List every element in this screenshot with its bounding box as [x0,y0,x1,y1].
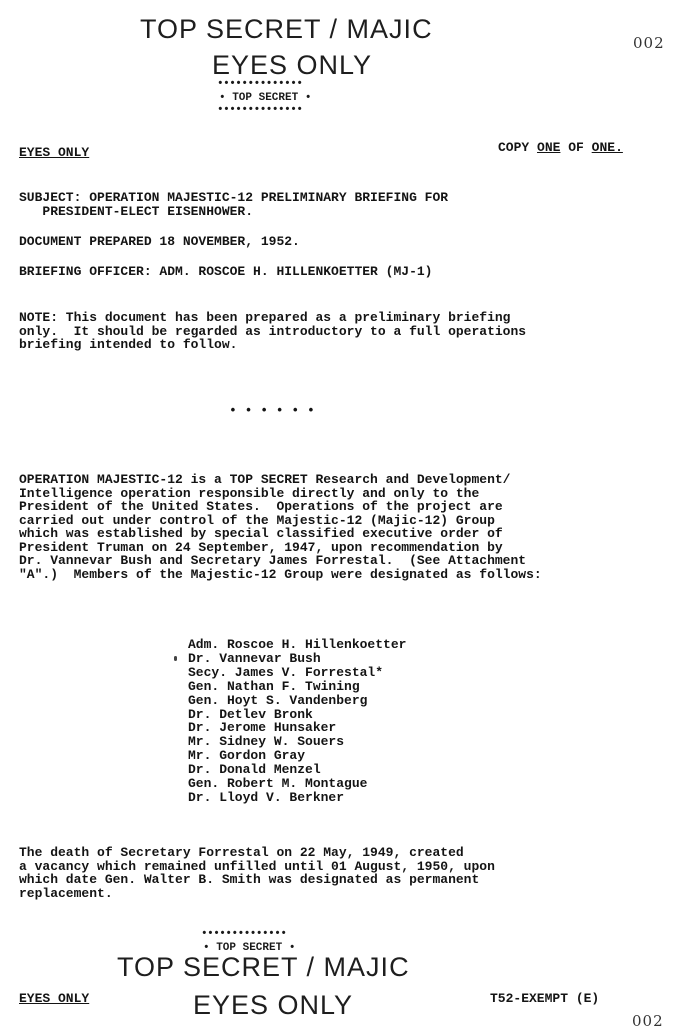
member-item: Mr. Gordon Gray [188,748,306,764]
death-note-line: The death of Secretary Forrestal on 22 May, 1949, created [19,845,464,860]
body-line: President of the United States. Operations of the project are [19,499,503,514]
header-stamp-majic: TOP SECRET / MAJIC [140,14,433,44]
eyes-only-label: EYES ONLY [19,145,90,160]
member-item: Dr. Jerome Hunsaker [188,720,337,736]
document-prepared: DOCUMENT PREPARED 18 NOVEMBER, 1952. [19,234,300,249]
member-item: Dr. Donald Menzel [188,762,321,778]
page-number-bottom: 002 [632,1012,664,1030]
footer-exempt: T52-EXEMPT (E) [490,991,600,1006]
body-line: which was established by special classified executive order of [19,526,503,541]
member-item: Secy. James V. Forrestal* [188,664,384,680]
member-item: Dr. Lloyd V. Berkner [188,789,345,805]
death-note-line: a vacancy which remained unfilled until 01 August, 1950, upon [19,858,495,874]
body-line: carried out under control of the Majestic-12 (Majic-12) Group [19,512,495,528]
subject-line-1: SUBJECT: OPERATION MAJESTIC-12 PRELIMINARY BRIEFING FOR [19,190,449,205]
note-line: NOTE: This document has been prepared as a preliminary briefing [19,310,511,325]
body-line: "A".) Members of the Majestic-12 Group were designated as follows: [19,566,542,582]
header-stars-top: •••••••••••••• [217,78,303,90]
footer-stars-top: •••••••••••••• [201,928,287,940]
header-stars-bottom: •••••••••••••• [217,104,303,116]
copy-one: ONE [537,140,561,155]
copy-prefix: COPY [498,140,530,155]
death-note-line: which date Gen. Walter B. Smith was designated as permanent [19,872,480,887]
member-item: Dr. Vannevar Bush [188,650,321,666]
body-line: Dr. Vannevar Bush and Secretary James Forrestal. (See Attachment [19,553,527,568]
body-line: OPERATION MAJESTIC-12 is a TOP SECRET Research and Development/ [19,472,511,487]
member-item: Dr. Detlev Bronk [188,706,313,722]
member-list [188,638,406,805]
copy-total: ONE. [591,140,623,155]
scan-mark [174,656,177,661]
copy-of: OF [568,140,584,155]
copy-notice [498,141,623,155]
member-item: Gen. Hoyt S. Vandenberg [188,692,368,708]
body-line: Intelligence operation responsible directly and only to the [19,485,480,501]
member-item: Mr. Sidney W. Souers [188,734,345,750]
note-line: only. It should be regarded as introductory to a full operations [19,323,527,339]
header-top-secret: • TOP SECRET • [219,92,312,104]
footer-eyes-only-label: EYES ONLY [19,991,90,1006]
footer-stamp-majic: TOP SECRET / MAJIC [117,952,410,982]
subject-line-2: PRESIDENT-ELECT EISENHOWER. [19,204,254,219]
footer-top-secret: • TOP SECRET • [203,942,296,954]
body-line: President Truman on 24 September, 1947, upon recommendation by [19,539,503,555]
footer-stamp-eyes-only: EYES ONLY [193,990,354,1020]
death-note-paragraph [19,846,495,900]
member-item: Gen. Nathan F. Twining [188,678,360,694]
note-line: briefing intended to follow. [19,337,238,352]
death-note-line: replacement. [19,885,113,901]
member-item: Gen. Robert M. Montague [188,776,368,792]
page-number-top: 002 [633,34,665,52]
briefing-officer: BRIEFING OFFICER: ADM. ROSCOE H. HILLENKOETTER (MJ-1) [19,264,433,279]
member-item: Adm. Roscoe H. Hillenkoetter [188,637,407,652]
body-paragraph [19,473,542,581]
note-paragraph [19,311,526,352]
section-separator: • • • • • • [229,403,315,418]
header-stamp-eyes-only: EYES ONLY [212,50,373,80]
